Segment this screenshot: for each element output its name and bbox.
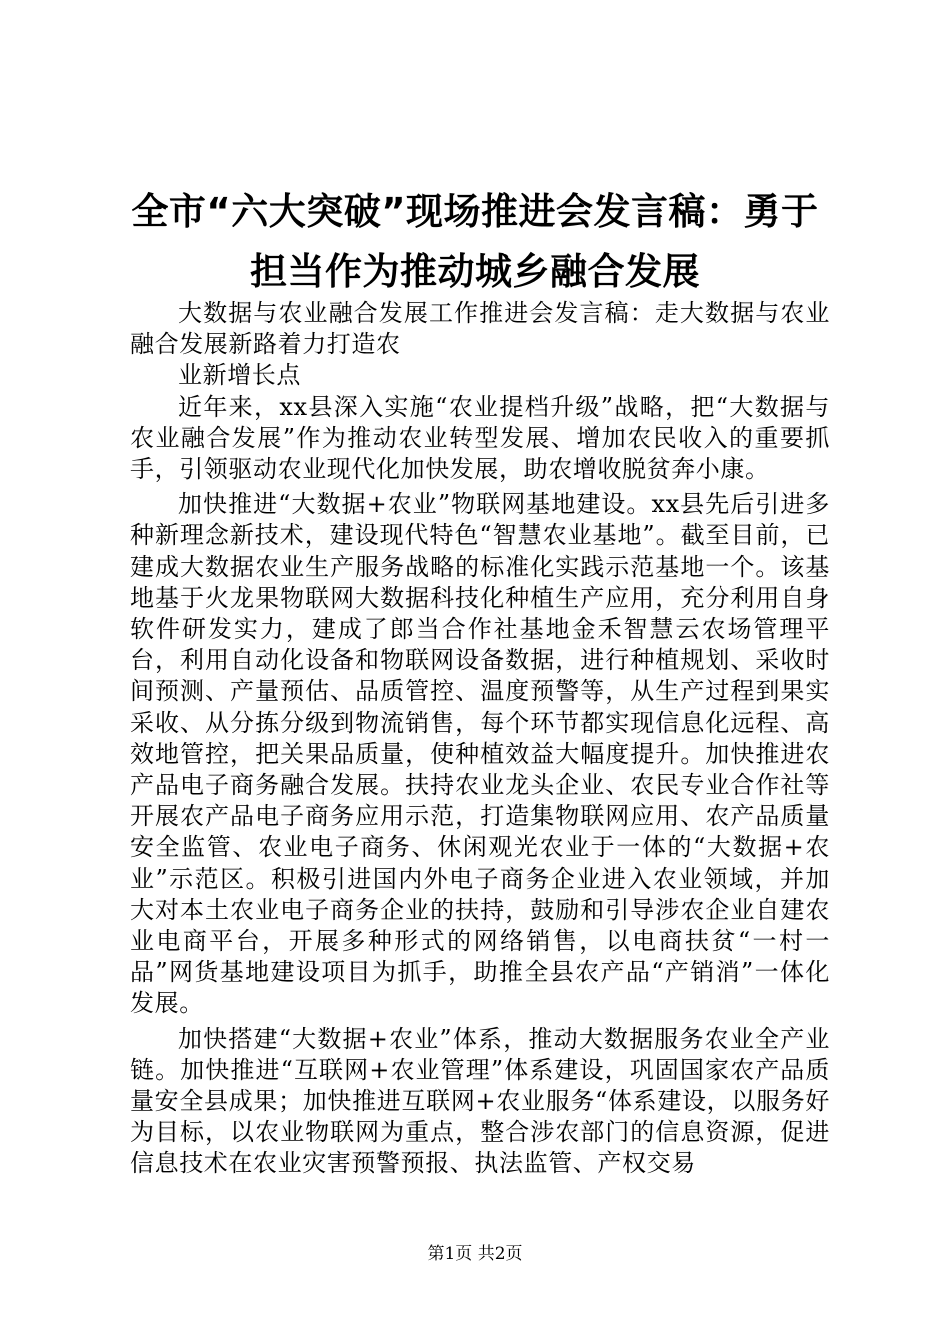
page-footer (0, 1243, 950, 1265)
body-paragraph: 加快推进“大数据+农业”物联网基地建设。xx县先后引进多种新理念新技术，建设现代特色“智慧农业基地”。截至目前，已建成大数据农业生产服务战略的标准化实践示范基地一个。该基地基于火龙果物联网大数据科技化种植生产应用，充分利用自身软件研发实力，建成了郎当合作社基地金禾智慧云农场管理平台，利用自动化设备和物联网设备数据，进行种植规划、采收时间预测、产量预估、品质管控、温度预警等，从生产过程到果实采收、从分拣分级到物流销售，每个环节都实现信息化远程、高效地管控，把关果品质量，使种植效益大幅度提升。加快推进农产品电子商务融合发展。扶持农业龙头企业、农民专业合作社等开展农产品电子商务应用示范，打造集物联网应用、农产品质量安全监管、农业电子商务、休闲观光农业于一体的“大数据+农业”示范区。积极引进国内外电子商务企业进入农业领域，并加大对本土农业电子商务企业的扶持，鼓励和引导涉农企业自建农业电商平台，开展多种形式的网络销售，以电商扶贫“一村一品”网货基地建设项目为抓手，助推全县农产品“产销消”一体化发展。 (130, 490, 830, 1018)
page-number: 第1页 共2页 (427, 1244, 523, 1264)
document-title: 全市“六大突破”现场推进会发言稿：勇于担当作为推动城乡融合发展 (131, 190, 819, 293)
body-paragraph: 近年来，xx县深入实施“农业提档升级”战略，把“大数据与农业融合发展”作为推动农业转型发展、增加农民收入的重要抓手，引领驱动农业现代化加快发展，助农增收脱贫奔小康。 (130, 392, 830, 484)
document-body (130, 298, 830, 1180)
body-paragraph: 加快搭建“大数据+农业”体系，推动大数据服务农业全产业链。加快推进“互联网+农业管理”体系建设，巩固国家农产品质量安全县成果；加快推进互联网+农业服务“体系建设，以服务好为目标，以农业物联网为重点，整合涉农部门的信息资源，促进信息技术在农业灾害预警预报、执法监管、产权交易 (130, 1024, 830, 1178)
subtitle-line: 大数据与农业融合发展工作推进会发言稿：走大数据与农业融合发展新路着力打造农 (130, 299, 830, 359)
subtitle-continuation: 业新增长点 (178, 361, 301, 390)
